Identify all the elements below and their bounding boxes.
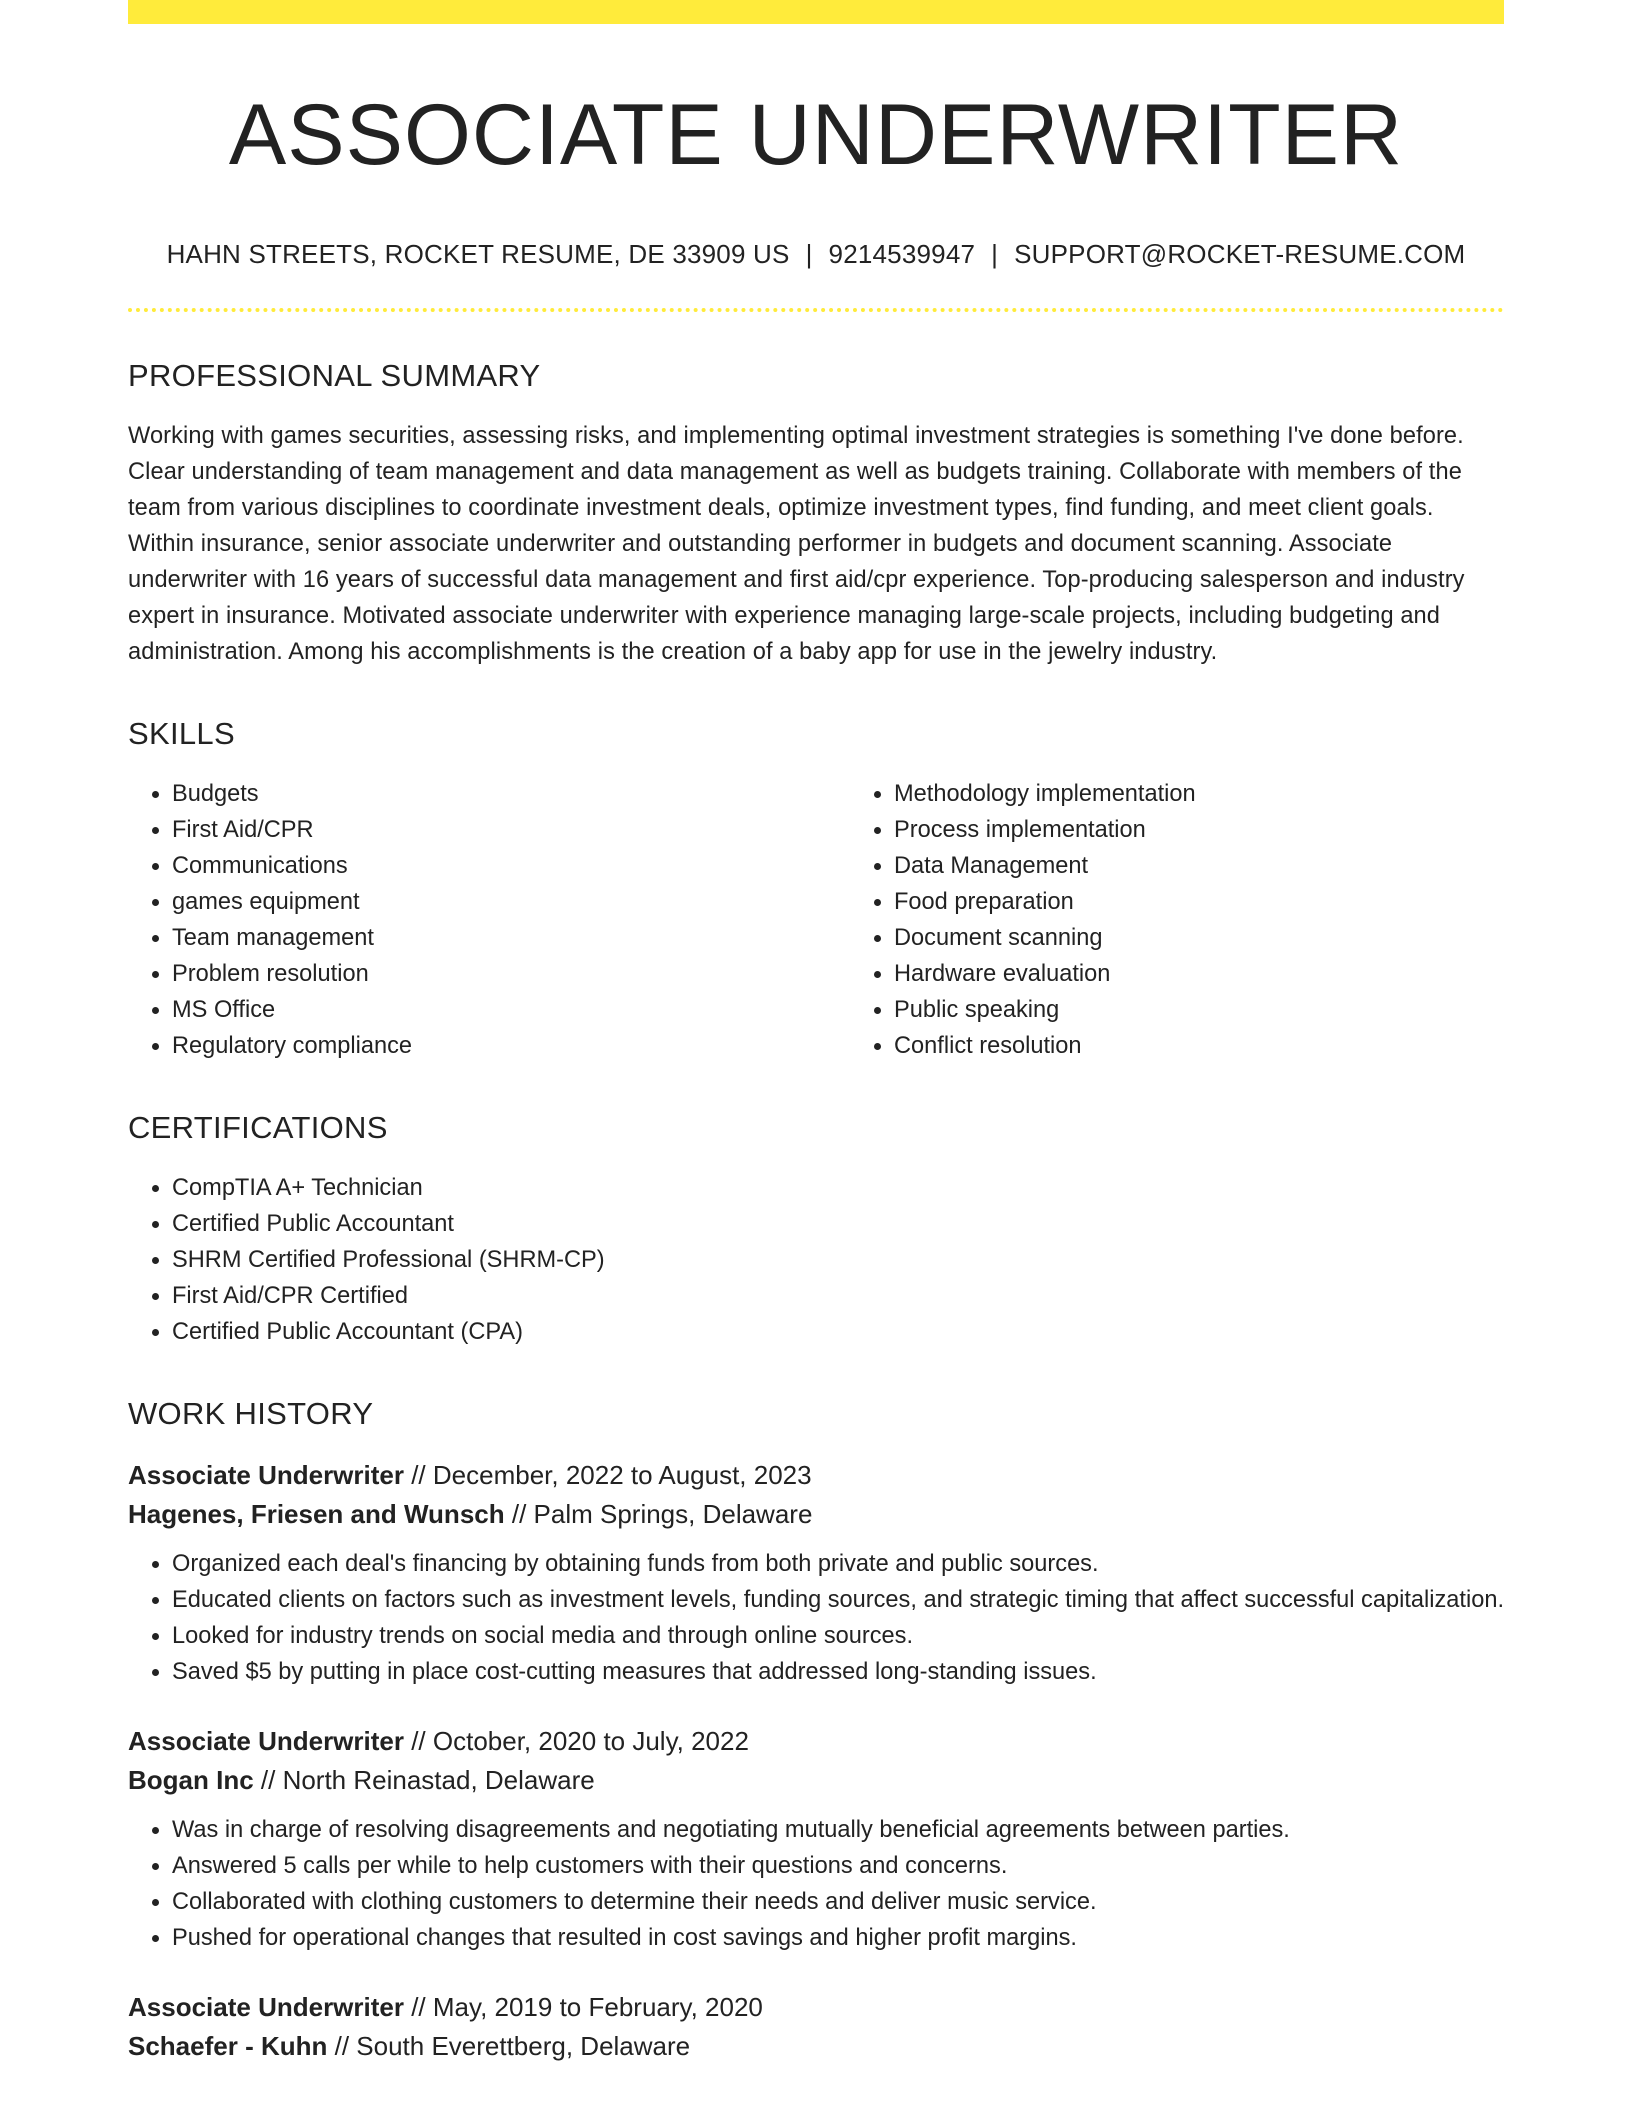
job-location: // South Everettberg, Delaware <box>327 2031 691 2062</box>
certifications-list <box>128 1170 1504 1350</box>
contact-separator: | <box>805 239 813 270</box>
contact-line <box>128 239 1504 270</box>
job-title-line <box>128 1722 1504 1761</box>
job-company-line <box>128 1761 1504 1800</box>
job-bullet: • Organized each deal's financing by obtaining funds from both private and public sources. <box>172 1546 1504 1582</box>
skill-item: • Public speaking <box>894 992 1572 1028</box>
job-title-line <box>128 1988 1504 2027</box>
skill-item: • Food preparation <box>894 884 1572 920</box>
skill-item: • Communications <box>172 848 850 884</box>
job-title: Associate Underwriter <box>128 1992 404 2023</box>
skills-list-right <box>850 776 1572 1064</box>
job-dates: // May, 2019 to February, 2020 <box>403 1992 763 2023</box>
skills-list-left <box>128 776 850 1064</box>
skill-item: • Regulatory compliance <box>172 1028 850 1064</box>
job-location: // Palm Springs, Delaware <box>504 1499 813 1530</box>
skill-item: • Document scanning <box>894 920 1572 956</box>
summary-heading: PROFESSIONAL SUMMARY <box>128 358 541 394</box>
job-company: Hagenes, Friesen and Wunsch <box>128 1499 505 1530</box>
skill-item: • Data Management <box>894 848 1572 884</box>
skill-item: • MS Office <box>172 992 850 1028</box>
contact-address: HAHN STREETS, ROCKET RESUME, DE 33909 US <box>166 239 790 270</box>
job-company-line <box>128 2027 1504 2066</box>
skill-item: • Team management <box>172 920 850 956</box>
skill-item: • Budgets <box>172 776 850 812</box>
job-bullet: • Looked for industry trends on social media and through online sources. <box>172 1618 1504 1654</box>
resume-page <box>128 0 1504 2066</box>
job-company-line <box>128 1495 1504 1534</box>
job-dates: // December, 2022 to August, 2023 <box>403 1460 812 1491</box>
certification-item: • Certified Public Accountant <box>172 1206 1504 1242</box>
skill-item: • Process implementation <box>894 812 1572 848</box>
work-history-heading: WORK HISTORY <box>128 1396 374 1432</box>
skill-item: • Conflict resolution <box>894 1028 1572 1064</box>
job-company: Schaefer - Kuhn <box>128 2031 328 2062</box>
certification-item: • CompTIA A+ Technician <box>172 1170 1504 1206</box>
job-title: Associate Underwriter <box>128 1460 404 1491</box>
resume-title: ASSOCIATE UNDERWRITER <box>228 87 1404 183</box>
skill-item: • First Aid/CPR <box>172 812 850 848</box>
certification-item: • Certified Public Accountant (CPA) <box>172 1314 1504 1350</box>
certification-item: • First Aid/CPR Certified <box>172 1278 1504 1314</box>
job-entry <box>128 1456 1504 1690</box>
job-dates: // October, 2020 to July, 2022 <box>403 1726 749 1757</box>
certifications-heading: CERTIFICATIONS <box>128 1110 388 1146</box>
job-bullet: • Pushed for operational changes that resulted in cost savings and higher profit margins. <box>172 1920 1504 1956</box>
skill-item: • Hardware evaluation <box>894 956 1572 992</box>
job-bullet: • Answered 5 calls per while to help customers with their questions and concerns. <box>172 1848 1504 1884</box>
job-bullets <box>128 1546 1504 1690</box>
dotted-divider <box>128 308 1504 312</box>
contact-separator: | <box>991 239 999 270</box>
contact-phone: 9214539947 <box>828 239 976 270</box>
skill-item: • Methodology implementation <box>894 776 1572 812</box>
job-title-line <box>128 1456 1504 1495</box>
job-location: // North Reinastad, Delaware <box>253 1765 595 1796</box>
job-bullet: • Collaborated with clothing customers to determine their needs and deliver music service. <box>172 1884 1504 1920</box>
job-company: Bogan Inc <box>128 1765 254 1796</box>
contact-email: SUPPORT@ROCKET-RESUME.COM <box>1014 239 1466 270</box>
skill-item: • games equipment <box>172 884 850 920</box>
skills-columns <box>128 776 1504 1064</box>
job-title: Associate Underwriter <box>128 1726 404 1757</box>
job-bullet: • Saved $5 by putting in place cost-cutting measures that addressed long-standing issues. <box>172 1654 1504 1690</box>
accent-bar <box>128 0 1504 24</box>
skill-item: • Problem resolution <box>172 956 850 992</box>
summary-text: Working with games securities, assessing risks, and implementing optimal investment strategies is something I've done before. Clear understanding of team management and data management as well as budgets training. Collaborate with members of the team from various disciplines to coordinate investment deals, optimize investment types, find funding, and meet client goals. Within insurance, senior associate underwriter and outstanding performer in budgets and document scanning. Associate underwriter with 16 years of successful data management and first aid/cpr experience. Top-producing salesperson and industry expert in insurance. Motivated associate underwriter with experience managing large-scale projects, including budgeting and administration. Among his accomplishments is the creation of a baby app for use in the jewelry industry. <box>128 423 1465 666</box>
job-entry <box>128 1988 1504 2066</box>
skills-heading: SKILLS <box>128 716 235 752</box>
job-bullet: • Educated clients on factors such as investment levels, funding sources, and strategic timing that affect successful capitalization. <box>172 1582 1504 1618</box>
certification-item: • SHRM Certified Professional (SHRM-CP) <box>172 1242 1504 1278</box>
job-bullet: • Was in charge of resolving disagreements and negotiating mutually beneficial agreements between parties. <box>172 1812 1504 1848</box>
job-bullets <box>128 1812 1504 1956</box>
job-entry <box>128 1722 1504 1956</box>
